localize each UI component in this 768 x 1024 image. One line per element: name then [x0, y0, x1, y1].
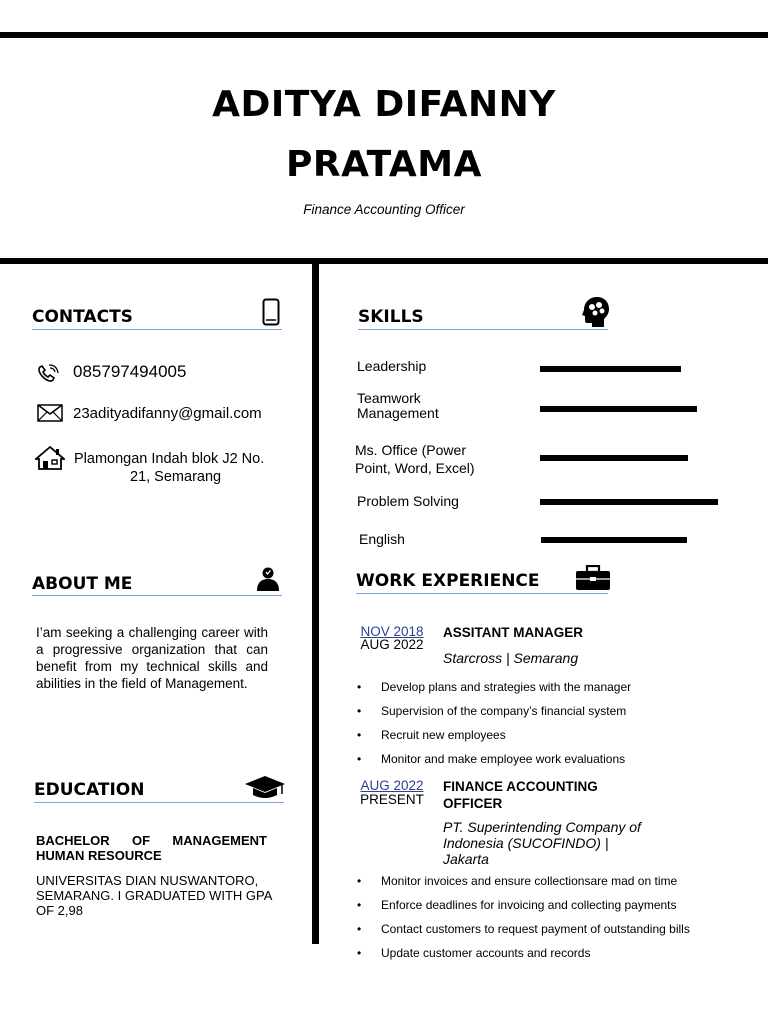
- skills-rule: [358, 329, 608, 330]
- name-line-2: PRATAMA: [286, 144, 482, 185]
- about-title: ABOUT ME: [32, 574, 133, 594]
- user-icon: [255, 566, 281, 592]
- job2-date-start: AUG 2022: [360, 778, 424, 793]
- job1-bullet-3: • Recruit new employees: [357, 728, 631, 752]
- education-rule: [34, 802, 284, 803]
- job2-title-line-2: OFFICER: [443, 796, 503, 811]
- skills-title: SKILLS: [358, 307, 424, 327]
- brain-head-icon: [580, 296, 610, 328]
- job2-company-line-3: Jakarta: [443, 851, 489, 867]
- job1-bullet-1: • Develop plans and strategies with the manager: [357, 680, 631, 704]
- job2-bullet-1: • Monitor invoices and ensure collectionsare mad on time: [357, 874, 690, 898]
- job1-bullet-4: • Monitor and make employee work evaluations: [357, 752, 631, 776]
- job2-title-line-1: FINANCE ACCOUNTING: [443, 779, 598, 794]
- skill-label-problem-solving: Problem Solving: [357, 493, 459, 509]
- home-icon: [35, 446, 65, 470]
- about-text: I’am seeking a challenging career with a progressive organization that can benefit from my technical skills and abilities in the field of Management.: [36, 625, 268, 691]
- about-rule: [32, 595, 282, 596]
- education-school: UNIVERSITAS DIAN NUSWANTORO, SEMARANG. I GRADUATED WITH GPA OF 2,98: [36, 873, 272, 918]
- header-bottom-rule: [0, 258, 768, 264]
- job2-bullet-2: • Enforce deadlines for invoicing and collecting payments: [357, 898, 690, 922]
- phone-number: 085797494005: [73, 362, 187, 381]
- job2-company-line-2: Indonesia (SUCOFINDO) |: [443, 835, 609, 851]
- experience-title: WORK EXPERIENCE: [356, 571, 540, 591]
- contacts-title: CONTACTS: [32, 307, 133, 327]
- contacts-rule: [32, 329, 282, 330]
- skill-bar-ms-office: [540, 455, 688, 461]
- skill-label-english: English: [359, 531, 405, 547]
- job1-date-start: NOV 2018: [360, 624, 424, 639]
- column-divider: [312, 264, 319, 944]
- job1-bullet-2: • Supervision of the company’s financial system: [357, 704, 631, 728]
- phone-icon: [37, 364, 59, 384]
- envelope-icon: [37, 404, 63, 422]
- job1-title: ASSITANT MANAGER: [443, 625, 583, 640]
- briefcase-icon: [575, 565, 611, 591]
- job2-bullet-4: • Update customer accounts and records: [357, 946, 690, 970]
- skill-bar-english: [541, 537, 687, 543]
- skill-bar-problem-solving: [540, 499, 718, 505]
- skill-label-teamwork-1: Teamwork: [357, 390, 421, 406]
- mobile-phone-icon: [262, 298, 280, 326]
- skill-label-ms-office-1: Ms. Office (Power: [355, 442, 466, 458]
- job1-bullet-list: [357, 680, 631, 776]
- skill-bar-leadership: [540, 366, 681, 372]
- name-line-1: ADITYA DIFANNY: [212, 84, 556, 125]
- job2-company-line-1: PT. Superintending Company of: [443, 819, 641, 835]
- address-line-1: Plamongan Indah blok J2 No.: [74, 451, 265, 467]
- job-subtitle: Finance Accounting Officer: [303, 202, 465, 217]
- job1-company: Starcross | Semarang: [443, 650, 579, 666]
- skill-label-leadership: Leadership: [357, 358, 427, 374]
- graduation-cap-icon: [244, 774, 286, 800]
- experience-rule: [356, 593, 608, 594]
- job2-bullet-3: • Contact customers to request payment of outstanding bills: [357, 922, 690, 946]
- skill-label-ms-office-2: Point, Word, Excel): [355, 460, 475, 476]
- email-address: 23adityadifanny@gmail.com: [73, 405, 262, 422]
- job2-date-end: PRESENT: [360, 792, 424, 807]
- job1-date-end: AUG 2022: [360, 637, 424, 652]
- address-line-2: 21, Semarang: [130, 469, 222, 485]
- education-title: EDUCATION: [34, 780, 145, 800]
- skill-bar-teamwork: [540, 406, 697, 412]
- education-degree: BACHELOR OF MANAGEMENT HUMAN RESOURCE: [36, 833, 267, 863]
- skill-label-teamwork-2: Management: [357, 405, 439, 421]
- top-rule: [0, 32, 768, 38]
- job2-bullet-list: [357, 874, 690, 970]
